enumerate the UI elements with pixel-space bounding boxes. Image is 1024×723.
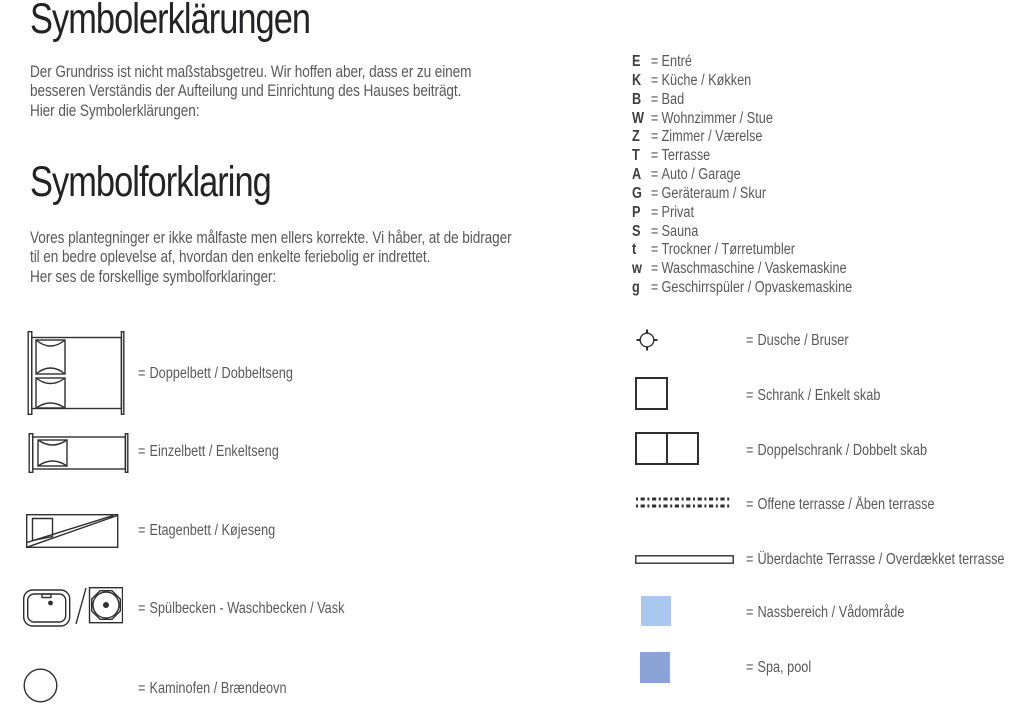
intro-danish-line: til en bedre oplevelse af, hvordan den enkelte feriebolig er indrettet. <box>30 247 431 267</box>
covered-terrace-icon <box>635 552 734 570</box>
equals-sign: = <box>746 442 754 459</box>
equals-sign: = <box>650 128 659 146</box>
equals-sign: = <box>746 551 754 568</box>
intro-danish-line: Her ses de forskellige symbolforklaringer: <box>30 266 277 286</box>
room-code-row <box>632 185 852 204</box>
intro-german-line: Der Grundriss ist nicht maßstabsgetreu. Wir hoffen aber, dass er zu einem <box>30 62 472 81</box>
wet-area-swatch <box>641 596 671 626</box>
room-code-label: Geschirrspüler / Opvaskemaskine <box>661 279 853 297</box>
symbol-label-single-bed: = Einzelbett / Enkeltseng <box>138 443 279 460</box>
equals-sign: = <box>650 279 659 297</box>
room-code-label: Entré <box>661 53 692 70</box>
equals-sign: = <box>650 53 659 70</box>
symbol-label-shower: = Dusche / Bruser <box>746 332 849 349</box>
spa-pool-swatch <box>640 652 670 683</box>
equals-sign: = <box>650 71 659 89</box>
room-code-row <box>632 260 852 279</box>
room-code-label: Trockner / Tørretumbler <box>661 241 796 259</box>
room-code-row <box>632 72 852 91</box>
room-code-label: Bad <box>661 90 685 108</box>
symbol-label-cabinet: = Schrank / Enkelt skab <box>746 387 881 404</box>
symbol-label-sink: = Spülbecken - Waschbecken / Vask <box>138 600 345 617</box>
room-code-label: Terrasse <box>661 147 711 165</box>
room-code-legend <box>632 53 852 298</box>
room-code: w <box>632 260 642 278</box>
equals-sign: = <box>138 443 146 460</box>
symbol-label-spa-pool: = Spa, pool <box>746 659 812 676</box>
room-code: S <box>632 222 641 240</box>
single-bed-icon <box>27 433 131 478</box>
room-code: P <box>632 203 641 221</box>
room-code-row <box>632 166 852 185</box>
equals-sign: = <box>650 109 659 127</box>
equals-sign: = <box>138 365 146 382</box>
wood-stove-icon <box>23 668 58 708</box>
symbol-label-wet-area: = Nassbereich / Vådområde <box>746 604 905 621</box>
symbol-label-open-terrace: = Offene terrasse / Åben terrasse <box>746 496 935 513</box>
room-code-label: Sauna <box>661 222 699 240</box>
bunk-bed-icon <box>25 512 120 555</box>
intro-danish <box>30 228 512 286</box>
room-code: G <box>632 184 642 202</box>
intro-german <box>30 62 471 120</box>
room-code: B <box>632 90 642 108</box>
equals-sign: = <box>650 147 659 165</box>
equals-sign: = <box>650 166 659 184</box>
intro-german-line: Hier die Symbolerklärungen: <box>30 100 200 120</box>
equals-sign: = <box>650 222 659 240</box>
equals-sign: = <box>138 522 146 539</box>
equals-sign: = <box>650 260 659 278</box>
room-code-row <box>632 110 852 129</box>
page-title-danish: Symbolforklaring <box>30 158 271 206</box>
room-code-label: Waschmaschine / Vaskemaskine <box>661 260 847 278</box>
equals-sign: = <box>746 496 754 513</box>
room-code: E <box>632 53 641 70</box>
room-code-row <box>632 223 852 242</box>
room-code-row <box>632 128 852 147</box>
symbol-label-double-cabinet: = Doppelschrank / Dobbelt skab <box>746 442 928 459</box>
room-code-row <box>632 147 852 166</box>
equals-sign: = <box>138 600 146 617</box>
symbol-label-bunk-bed: = Etagenbett / Køjeseng <box>138 522 276 539</box>
room-code-label: Privat <box>661 203 695 221</box>
room-code: A <box>632 166 642 184</box>
intro-danish-line: Vores plantegninger er ikke målfaste men ellers korrekte. Vi håber, at de bidrager <box>30 228 512 247</box>
equals-sign: = <box>138 680 146 697</box>
symbol-label-double-bed: = Doppelbett / Dobbeltseng <box>138 365 293 382</box>
room-code-row <box>632 204 852 223</box>
room-code-row <box>632 91 852 110</box>
room-code: Z <box>632 128 640 146</box>
intro-german-line: besseren Verständis der Aufteilung und Einrichtung des Hauses beiträgt. <box>30 81 462 101</box>
page-title-german: Symbolerklärungen <box>30 0 311 43</box>
room-code-row <box>632 279 852 298</box>
sink-washbasin-icon <box>23 585 123 632</box>
room-code: K <box>632 71 642 89</box>
room-code: W <box>632 109 645 127</box>
room-code-label: Auto / Garage <box>661 166 741 184</box>
equals-sign: = <box>746 604 754 621</box>
symbol-label-covered-terrace: = Überdachte Terrasse / Overdækket terrasse <box>746 551 1005 568</box>
double-cabinet-icon <box>635 432 699 470</box>
symbol-label-wood-stove: = Kaminofen / Brændeovn <box>138 680 287 697</box>
equals-sign: = <box>746 332 754 349</box>
equals-sign: = <box>650 184 659 202</box>
equals-sign: = <box>650 203 659 221</box>
room-code: t <box>632 241 637 259</box>
open-terrace-icon <box>635 496 732 515</box>
cabinet-icon <box>635 377 668 415</box>
equals-sign: = <box>650 90 659 108</box>
shower-icon <box>636 329 658 356</box>
room-code-row <box>632 53 852 72</box>
room-code-label: Küche / Køkken <box>661 71 752 89</box>
room-code: T <box>632 147 640 165</box>
room-code-label: Geräteraum / Skur <box>661 184 767 202</box>
equals-sign: = <box>746 659 754 676</box>
equals-sign: = <box>746 387 754 404</box>
room-code: g <box>632 279 640 297</box>
room-code-label: Zimmer / Værelse <box>661 128 763 146</box>
equals-sign: = <box>650 241 659 259</box>
room-code-label: Wohnzimmer / Stue <box>661 109 773 127</box>
double-bed-icon <box>25 331 127 420</box>
room-code-row <box>632 241 852 260</box>
